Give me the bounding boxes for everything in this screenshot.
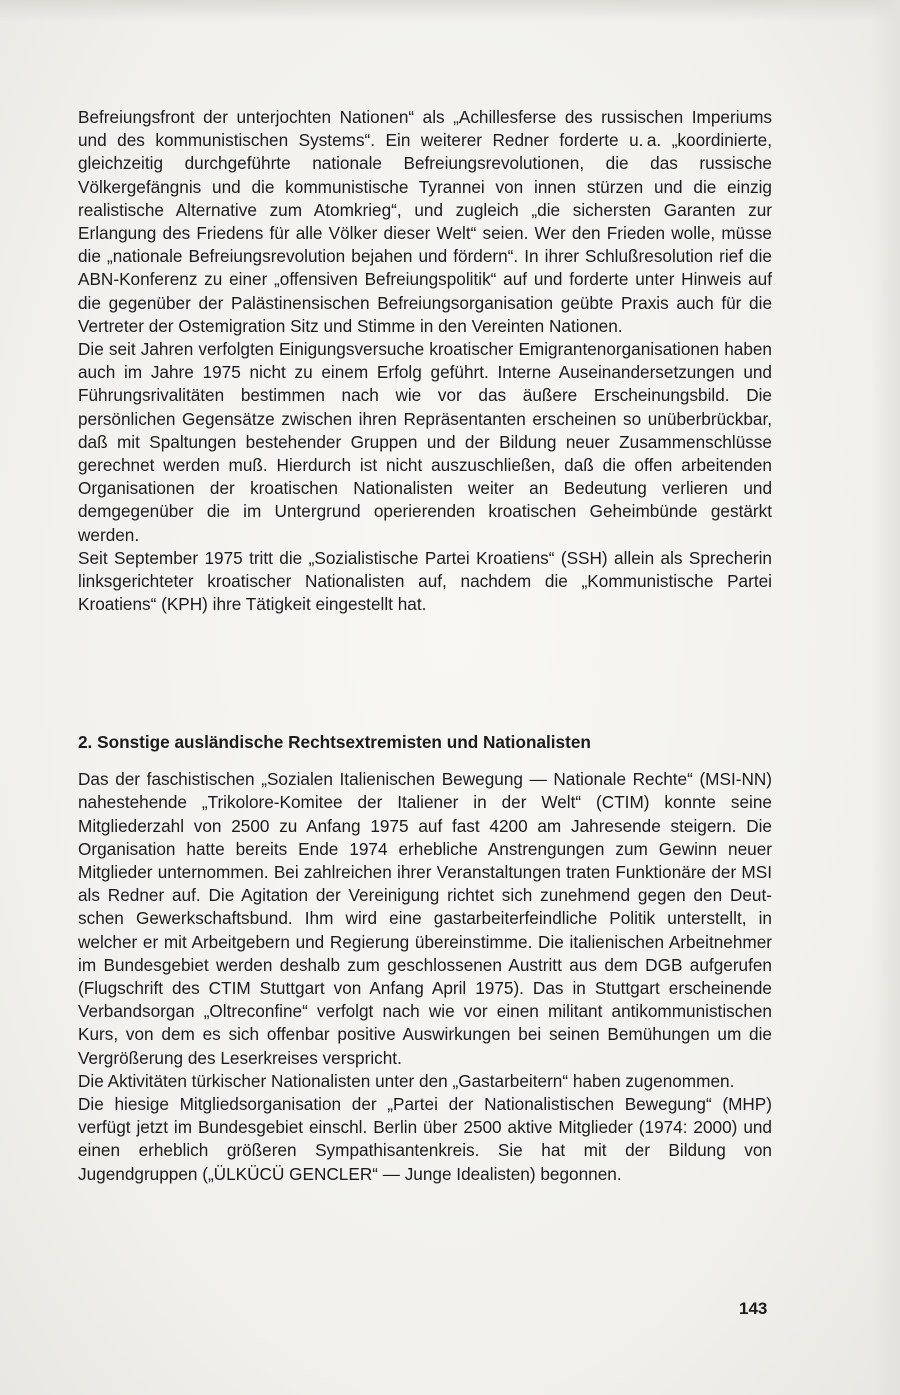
- paragraph: Das der faschistischen „Sozialen Italienischen Bewegung — Nationale Rechte“ (MSI-NN) nahestehende „Trikolore-Komitee der Italiener in der Welt“ (CTIM) konnte seine Mitgliederzahl von 2500 zu Anfang 1975 auf fast 4200 am Jahresende steigern. Die Organisation hatte bereits Ende 1974 erhebliche Anstrengungen zum Gewinn neuer Mitglieder unternommen. Bei zahlreichen ihrer Veranstaltungen traten Funktionäre der MSI als Redner auf. Die Agitation der Vereinigung richtet sich zunehmend gegen den Deutschen Gewerkschaftsbund. Ihm wird eine gastarbeiterfeindliche Politik unterstellt, in welcher er mit Arbeitgebern und Regierung übereinstimme. Die italienischen Arbeitnehmer im Bundesgebiet werden deshalb zum geschlossenen Austritt aus dem DGB aufgerufen (Flugschrift des CTIM Stuttgart von Anfang April 1975). Das in Stuttgart erscheinende Verbandsorgan „Oltreconfine“ verfolgt nach wie vor einen militant antikommunistischen Kurs, von dem es sich offenbar positive Auswirkungen bei seinen Bemühungen um die Vergrößerung des Leserkreises verspricht.: [78, 769, 772, 1068]
- section-heading: 2. Sonstige ausländische Rechtsextremisten und Nationalisten: [78, 732, 591, 752]
- paragraph: Die Aktivitäten türkischer Nationalisten unter den „Gastarbeitern“ haben zugenommen.: [78, 1070, 735, 1091]
- paragraph: Die hiesige Mitgliedsorganisation der „Partei der Nationalistischen Bewegung“ (MHP) verfügt jetzt im Bundesgebiet einschl. Berlin über 2500 aktive Mitglieder (1974: 2000) und einen erheblich größeren Sympathisantenkreis. Sie hat mit der Bildung von Jugendgruppen („ÜLKÜCÜ GENCLER“ — Junge Idealisten) begonnen.: [78, 1094, 772, 1184]
- paragraph: Befreiungsfront der unterjochten Nationen“ als „Achillesferse des russischen Imperiums und des kommunistischen Systems“. Ein weiterer Redner forderte u. a. „koordinierte, gleichzeitig durchgeführte nationale Befreiungsrevolutionen, die das russische Völkergefängnis und die kommunistische Tyrannei von innen stürzen und die einzig realistische Alternative zum Atomkrieg“, und zugleich „die sichersten Garanten zur Erlangung des Friedens für alle Völker dieser Welt“ seien. Wer den Frieden wolle, müsse die „nationale Befreiungsrevolution bejahen und fördern“. In ihrer Schlußresolution rief die ABN-Konferenz zu einer „offensiven Befreiungspolitik“ auf und forderte unter Hinweis auf die gegenüber der Palästinensischen Befreiungsorganisation geübte Praxis auch für die Vertreter der Ostemigration Sitz und Stimme in den Vereinten Nationen.: [78, 107, 772, 336]
- paragraph: Seit September 1975 tritt die „Sozialistische Partei Kroatiens“ (SSH) allein als Sprecherin linksgerichteter kroatischer Nationalisten auf, nachdem die „Kommunistische Partei Kroatiens“ (KPH) ihre Tätigkeit eingestellt hat.: [78, 547, 772, 615]
- paragraph: Die seit Jahren verfolgten Einigungsversuche kroatischer Emigrantenorganisationen haben auch im Jahre 1975 nicht zu einem Erfolg geführt. Interne Auseinandersetzungen und Führungsrivalitäten bestimmen nach wie vor das äußere Erscheinungsbild. Die persönlichen Gegensätze zwischen ihren Repräsentanten erscheinen so unüberbrückbar, daß mit Spaltungen bestehender Gruppen und der Bildung neuer Zusammenschlüsse gerechnet werden muß. Hierdurch ist nicht auszuschließen, daß die offen arbeitenden Organisationen der kroatischen Nationalisten weiter an Bedeutung verlieren und demgegenüber die im Untergrund operierenden kroatischen Geheimbünde gestärkt werden.: [78, 339, 772, 545]
- page-number: 143: [739, 1299, 768, 1318]
- section-continued-text: [78, 106, 772, 616]
- scan-right-edge: [872, 0, 900, 1395]
- section-2: [78, 731, 772, 1186]
- scan-top-edge: [0, 0, 900, 22]
